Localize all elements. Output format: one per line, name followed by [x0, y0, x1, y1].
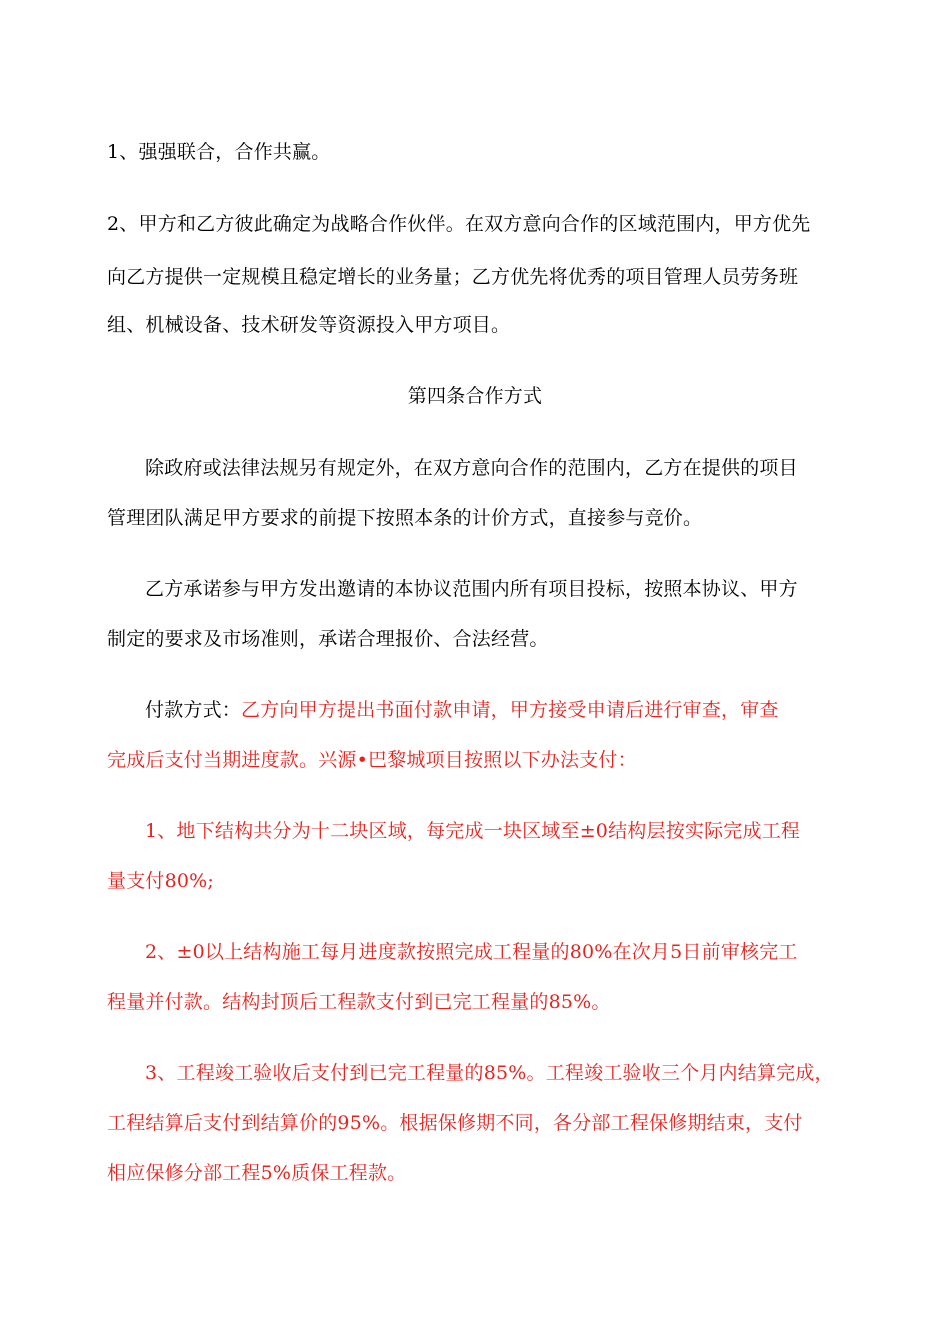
para-1-line-2: 管理团队满足甲方要求的前提下按照本条的计价方式，直接参与竞价。: [107, 507, 703, 529]
payment-text: 乙方向甲方提出书面付款申请，甲方接受申请后进行审查，审查: [241, 699, 779, 721]
item-2-line-1: 2、甲方和乙方彼此确定为战略合作伙伴。在双方意向合作的区域范围内，甲方优先: [107, 213, 811, 235]
payment-item-3-line-2: 工程结算后支付到结算价的95%。根据保修期不同，各分部工程保修期结束，支付: [107, 1112, 803, 1134]
payment-line-1: [145, 697, 905, 723]
payment-item-2-line-1: 2、±0以上结构施工每月进度款按照完成工程量的80%在次月5日前审核完工: [145, 941, 798, 963]
payment-item-3-line-1: 3、工程竣工验收后支付到已完工程量的85%。工程竣工验收三个月内结算完成，: [145, 1062, 834, 1084]
item-1: 1、强强联合，合作共赢。: [107, 141, 331, 163]
payment-item-1-line-2: 量支付80%;: [107, 870, 215, 892]
para-2-line-1: 乙方承诺参与甲方发出邀请的本协议范围内所有项目投标，按照本协议、甲方: [145, 578, 798, 600]
payment-item-3-line-3: 相应保修分部工程5%质保工程款。: [107, 1162, 407, 1184]
para-2-line-2: 制定的要求及市场准则，承诺合理报价、合法经营。: [107, 628, 549, 650]
payment-label: 付款方式：: [145, 699, 242, 721]
payment-item-2-line-2: 程量并付款。结构封顶后工程款支付到已完工程量的85%。: [107, 991, 611, 1013]
para-1-line-1: 除政府或法律法规另有规定外，在双方意向合作的范围内，乙方在提供的项目: [145, 457, 798, 479]
item-2-line-2: 向乙方提供一定规模且稳定增长的业务量；乙方优先将优秀的项目管理人员劳务班: [107, 266, 799, 288]
payment-line-2: 完成后支付当期进度款。兴源•巴黎城项目按照以下办法支付：: [107, 749, 637, 771]
payment-item-1-line-1: 1、地下结构共分为十二块区域，每完成一块区域至±0结构层按实际完成工程: [145, 820, 801, 842]
article-4-title: 第四条合作方式: [407, 385, 543, 407]
item-2-line-3: 组、机械设备、技术研发等资源投入甲方项目。: [107, 314, 511, 336]
